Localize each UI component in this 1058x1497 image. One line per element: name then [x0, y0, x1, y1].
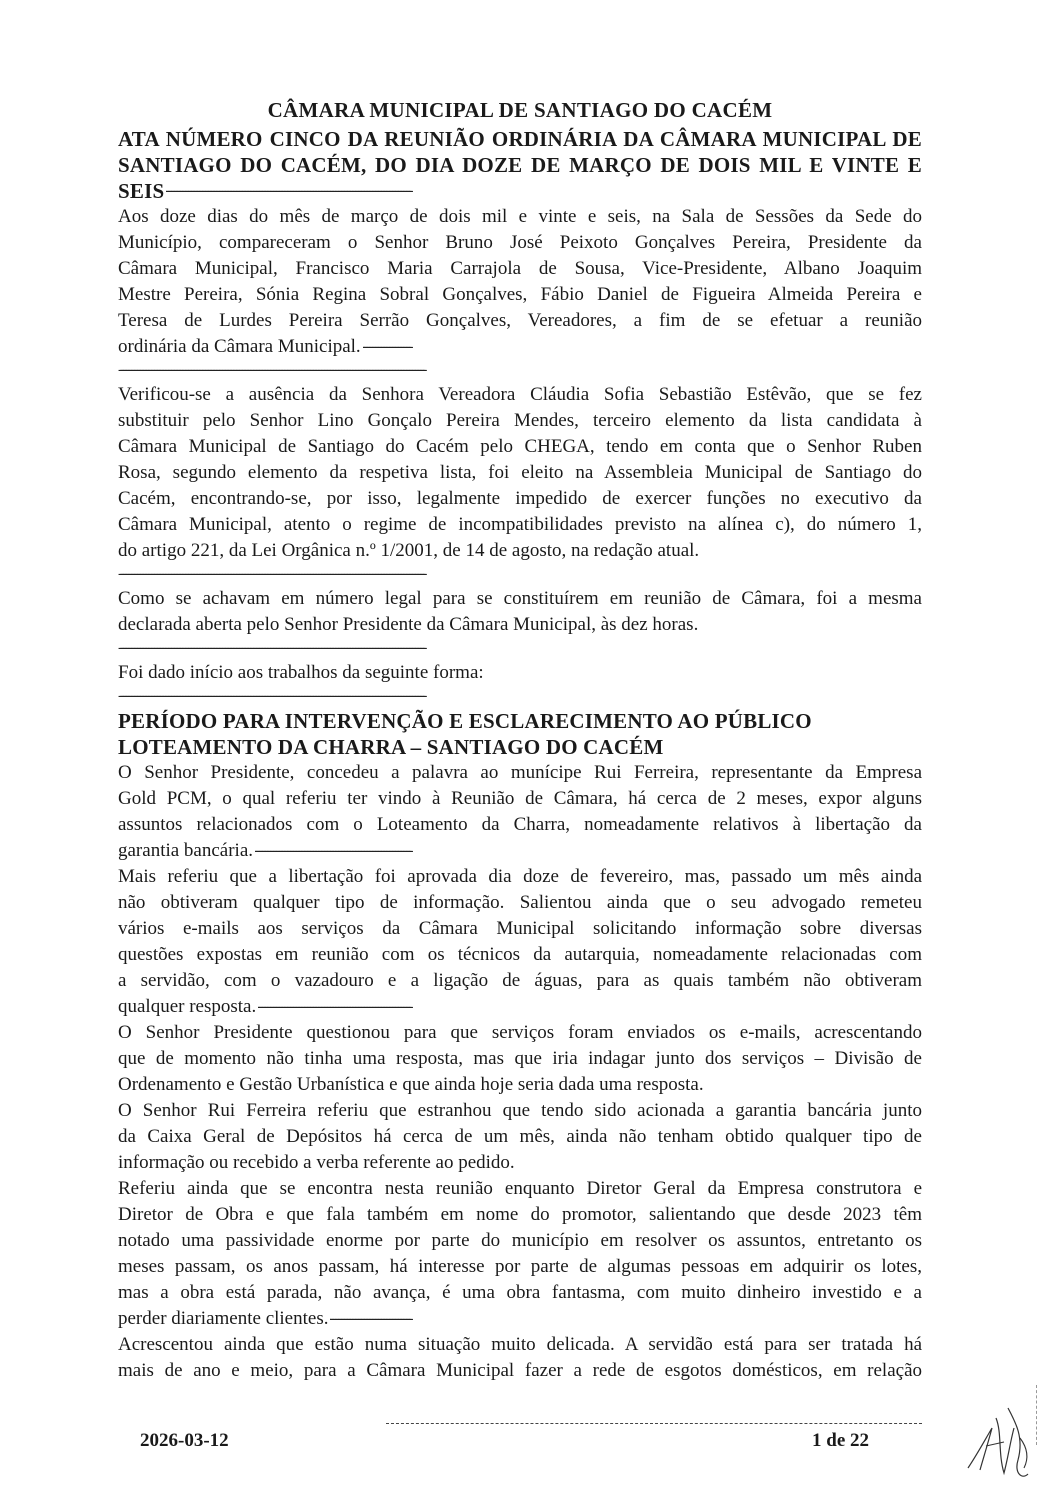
text-line — [118, 942, 922, 968]
text-line — [118, 256, 922, 282]
line-text: garantia bancária. — [118, 840, 254, 861]
line-text: da Caixa Geral de Depósitos há cerca de um mês, ainda não tenham obtido qualquer tipo de — [118, 1126, 922, 1147]
line-text: SEIS — [118, 179, 165, 203]
line-text: notado uma passividade enorme por parte do município em resolver os assuntos, entretanto os — [118, 1230, 922, 1251]
line-text: Câmara Municipal, atento o regime de incompatibilidades previsto na alínea c), do número 1, — [118, 514, 922, 535]
text-line — [118, 734, 922, 760]
line-text: que de momento não tinha uma resposta, mas que iria indagar junto dos serviços – Divisão de — [118, 1048, 922, 1069]
text-line — [118, 382, 922, 408]
text-line — [118, 586, 922, 612]
line-text: Verificou-se a ausência da Senhora Vereadora Cláudia Sofia Sebastião Estêvão, que se fez — [118, 384, 922, 405]
text-line — [118, 916, 922, 942]
line-text: informação ou recebido a verba referente ao pedido. — [118, 1152, 515, 1173]
text-line — [118, 864, 922, 890]
text-line — [118, 838, 922, 864]
page-header-institution: CÂMARA MUNICIPAL DE SANTIAGO DO CACÉM — [267, 98, 773, 122]
line-text: ordinária da Câmara Municipal. — [118, 336, 361, 357]
text-line — [118, 786, 922, 812]
text-line — [118, 178, 922, 204]
line-text: mas a obra está parada, não avança, é uma obra fantasma, com muito dinheiro investido e a — [118, 1282, 922, 1303]
line-text: Aos doze dias do mês de março de dois mil e vinte e seis, na Sala de Sessões da Sede do — [118, 206, 922, 227]
text-line — [118, 1228, 922, 1254]
scan-edge-mark — [1036, 1385, 1041, 1445]
text-line — [118, 1150, 922, 1176]
line-text: Gold PCM, o qual referiu ter vindo à Reunião de Câmara, há cerca de 2 meses, expor alguns — [118, 788, 922, 809]
line-text: Como se achavam em número legal para se constituírem em reunião de Câmara, foi a mesma — [118, 588, 922, 609]
line-text: Foi dado início aos trabalhos da seguinte forma: — [118, 662, 484, 683]
line-text: SANTIAGO DO CACÉM, DO DIA DOZE DE MARÇO DE DOIS MIL E VINTE E — [118, 153, 922, 177]
line-text: mais de ano e meio, para a Câmara Municipal fazer a rede de esgotos domésticos, em relação — [118, 1360, 922, 1381]
line-text: Cacém, encontrando-se, por isso, legalmente impedido de exercer funções no executivo da — [118, 488, 922, 509]
text-line — [118, 434, 922, 460]
dash-filler-line — [118, 686, 922, 708]
text-line — [118, 512, 922, 538]
line-text: Mestre Pereira, Sónia Regina Sobral Gonçalves, Fábio Daniel de Figueira Almeida Pereira e — [118, 284, 922, 305]
text-line — [118, 1046, 922, 1072]
line-text: declarada aberta pelo Senhor Presidente da Câmara Municipal, às dez horas. — [118, 614, 699, 635]
line-text: do artigo 221, da Lei Orgânica n.º 1/2001, de 14 de agosto, na redação atual. — [118, 540, 700, 561]
line-text: O Senhor Rui Ferreira referiu que estranhou que tendo sido acionada a garantia bancária junto — [118, 1100, 922, 1121]
text-line — [118, 1124, 922, 1150]
text-line — [118, 708, 922, 734]
line-text: substituir pelo Senhor Lino Gonçalo Pereira Mendes, terceiro elemento da lista candidata à — [118, 410, 922, 431]
text-line — [118, 1332, 922, 1358]
line-text: qualquer resposta. — [118, 996, 257, 1017]
text-line — [118, 282, 922, 308]
text-line — [118, 334, 922, 360]
line-text: LOTEAMENTO DA CHARRA – SANTIAGO DO CACÉM — [118, 735, 664, 759]
text-line — [118, 460, 922, 486]
text-line — [118, 152, 922, 178]
line-text: O Senhor Presidente, concedeu a palavra ao munícipe Rui Ferreira, representante da Empresa — [118, 762, 922, 783]
footer-page-number: 1 de 22 — [812, 1430, 869, 1451]
text-line — [118, 1280, 922, 1306]
text-line — [118, 612, 922, 638]
line-text: questões expostas em reunião com os técnicos da autarquia, nomeadamente relacionadas com — [118, 944, 922, 965]
text-line — [118, 890, 922, 916]
text-line — [118, 308, 922, 334]
signature-initials-icon — [958, 1398, 1048, 1488]
line-text: Acrescentou ainda que estão numa situação muito delicada. A servidão está para ser tratada há — [118, 1334, 922, 1355]
text-line — [118, 1020, 922, 1046]
line-text: vários e-mails aos serviços da Câmara Municipal solicitando informação sobre diversas — [118, 918, 922, 939]
line-text: meses passam, os anos passam, há interesse por parte de algumas pessoas em adquirir os lotes, — [118, 1256, 922, 1277]
line-text: perder diariamente clientes. — [118, 1308, 329, 1329]
text-line — [118, 1072, 922, 1098]
line-text: Referiu ainda que se encontra nesta reunião enquanto Diretor Geral da Empresa construtora e — [118, 1178, 922, 1199]
line-text: Rosa, segundo elemento da respetiva lista, foi eleito na Assembleia Municipal de Santiago do — [118, 462, 922, 483]
footer-rule — [386, 1423, 922, 1424]
minutes-body — [118, 126, 922, 1384]
text-line — [118, 230, 922, 256]
footer-date: 2026-03-12 — [140, 1430, 229, 1451]
line-text: Mais referiu que a libertação foi aprovada dia doze de fevereiro, mas, passado um mês ainda — [118, 866, 922, 887]
text-line — [118, 968, 922, 994]
line-text: Câmara Municipal, Francisco Maria Carrajola de Sousa, Vice-Presidente, Albano Joaquim — [118, 258, 922, 279]
text-line — [118, 1176, 922, 1202]
line-text: Câmara Municipal de Santiago do Cacém pelo CHEGA, tendo em conta que o Senhor Ruben — [118, 436, 922, 457]
line-text: PERÍODO PARA INTERVENÇÃO E ESCLARECIMENTO AO PÚBLICO — [118, 709, 812, 733]
line-text: a servidão, com o vazadouro e a ligação de águas, para as quais também não obtiveram — [118, 970, 922, 991]
line-text: Teresa de Lurdes Pereira Serrão Gonçalves, Vereadores, a fim de se efetuar a reunião — [118, 310, 922, 331]
text-line — [118, 994, 922, 1020]
text-line — [118, 1254, 922, 1280]
text-line — [118, 204, 922, 230]
line-text: assuntos relacionados com o Loteamento da Charra, nomeadamente relativos à libertação da — [118, 814, 922, 835]
text-line — [118, 760, 922, 786]
line-text: não obtiveram qualquer tipo de informação. Salientou ainda que o seu advogado remeteu — [118, 892, 922, 913]
line-text: ATA NÚMERO CINCO DA REUNIÃO ORDINÁRIA DA CÂMARA MUNICIPAL DE — [118, 127, 922, 151]
dash-filler-line — [118, 564, 922, 586]
line-text: Diretor de Obra e que fala também em nome do promotor, salientando que desde 2023 têm — [118, 1204, 922, 1225]
line-text: Município, compareceram o Senhor Bruno José Peixoto Gonçalves Pereira, Presidente da — [118, 232, 922, 253]
text-line — [118, 1306, 922, 1332]
dash-filler-line — [118, 638, 922, 660]
text-line — [118, 1098, 922, 1124]
text-line — [118, 812, 922, 838]
text-line — [118, 660, 922, 686]
line-text: O Senhor Presidente questionou para que serviços foram enviados os e-mails, acrescentando — [118, 1022, 922, 1043]
line-text: Ordenamento e Gestão Urbanística e que ainda hoje seria dada uma resposta. — [118, 1074, 704, 1095]
text-line — [118, 486, 922, 512]
text-line — [118, 126, 922, 152]
text-line — [118, 538, 922, 564]
text-line — [118, 1202, 922, 1228]
dash-filler-line — [118, 360, 922, 382]
text-line — [118, 1358, 922, 1384]
text-line — [118, 408, 922, 434]
